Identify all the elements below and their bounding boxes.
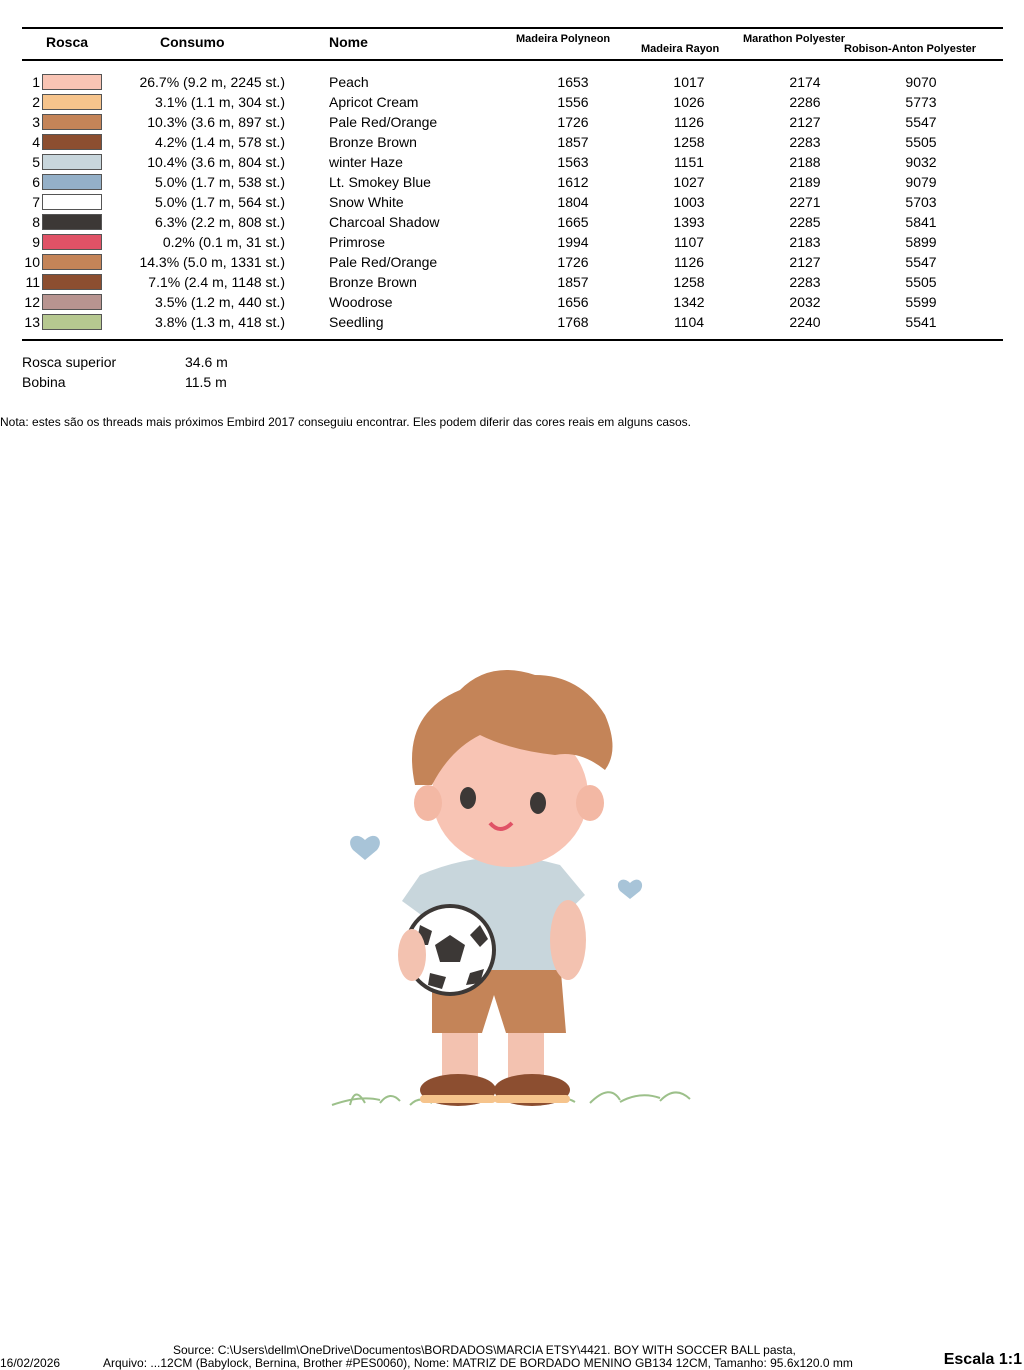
robison-anton-cell: 5773 (905, 94, 937, 110)
madeira-rayon-cell: 1027 (673, 174, 705, 190)
madeira-polyneon-cell: 1656 (557, 294, 589, 310)
table-row (0, 292, 1024, 312)
boy-left-hand (398, 929, 426, 981)
table-row (0, 92, 1024, 112)
thread-name: Apricot Cream (329, 94, 419, 110)
row-number: 10 (24, 254, 40, 270)
robison-anton-cell: 9032 (905, 154, 937, 170)
madeira-polyneon-cell: 1726 (557, 254, 589, 270)
madeira-rayon-cell: 1342 (673, 294, 705, 310)
header-top-rule (22, 27, 1003, 29)
madeira-polyneon-cell: 1857 (557, 274, 589, 290)
robison-anton-cell: 5899 (905, 234, 937, 250)
thread-name: Seedling (329, 314, 384, 330)
madeira-rayon-cell: 1151 (673, 154, 705, 170)
row-number: 5 (32, 154, 40, 170)
table-row (0, 252, 1024, 272)
consumo-cell: 5.0% (1.7 m, 538 st.) (155, 174, 285, 190)
madeira-rayon-cell: 1026 (673, 94, 705, 110)
boy-right-leg (508, 1025, 544, 1080)
robison-anton-cell: 5547 (905, 114, 937, 130)
boy-left-leg (442, 1025, 478, 1080)
marathon-cell: 2183 (789, 234, 821, 250)
madeira-rayon-cell: 1126 (673, 114, 705, 130)
table-row (0, 212, 1024, 232)
consumo-cell: 3.8% (1.3 m, 418 st.) (155, 314, 285, 330)
thread-name: Primrose (329, 234, 386, 250)
header-madeira-polyneon: Madeira Polyneon (516, 33, 611, 45)
row-number: 8 (32, 214, 40, 230)
footer-arquivo: Arquivo: ...12CM (Babylock, Bernina, Brother #PES0060), Nome: MATRIZ DE BORDADO MENINO GB134 12CM, Tamanho: 95.6x120.0 mm (103, 1356, 853, 1370)
madeira-polyneon-cell: 1653 (557, 74, 589, 90)
marathon-cell: 2283 (789, 134, 821, 150)
robison-anton-cell: 5505 (905, 274, 937, 290)
row-number: 11 (25, 274, 40, 290)
thread-note: Nota: estes são os threads mais próximos Embird 2017 conseguiu encontrar. Eles podem diferir das cores reais em alguns casos. (0, 415, 692, 429)
footer-scale: Escala 1:1 (943, 1351, 1022, 1368)
row-number: 2 (32, 94, 40, 110)
robison-anton-cell: 5541 (905, 314, 937, 330)
footer-source: Source: C:\Users\dellm\OneDrive\Documentos\BORDADOS\MARCIA ETSY\4421. BOY WITH SOCCER BALL pasta, (173, 1343, 796, 1357)
color-swatch (42, 74, 102, 90)
table-row (0, 272, 1024, 292)
madeira-polyneon-cell: 1857 (557, 134, 589, 150)
robison-anton-cell: 5505 (905, 134, 937, 150)
thread-name: Pale Red/Orange (329, 114, 438, 130)
row-number: 12 (24, 294, 40, 310)
madeira-polyneon-cell: 1665 (557, 214, 589, 230)
madeira-polyneon-cell: 1612 (557, 174, 589, 190)
color-swatch (42, 254, 102, 270)
marathon-cell: 2032 (789, 294, 821, 310)
table-row (0, 132, 1024, 152)
header-rosca: Rosca (46, 34, 89, 50)
table-row (0, 232, 1024, 252)
table-row (0, 72, 1024, 92)
madeira-polyneon-cell: 1994 (557, 234, 589, 250)
thread-name: winter Haze (329, 154, 403, 170)
header-marathon-polyester: Marathon Polyester (743, 33, 846, 45)
consumo-cell: 14.3% (5.0 m, 1331 st.) (139, 254, 285, 270)
marathon-cell: 2127 (789, 254, 821, 270)
embroidery-preview (320, 655, 710, 1125)
table-row (0, 172, 1024, 192)
madeira-polyneon-cell: 1556 (557, 94, 589, 110)
robison-anton-cell: 9070 (905, 74, 937, 90)
thread-name: Bronze Brown (329, 134, 417, 150)
color-swatch (42, 154, 102, 170)
marathon-cell: 2188 (789, 154, 821, 170)
thread-name: Lt. Smokey Blue (329, 174, 431, 190)
marathon-cell: 2283 (789, 274, 821, 290)
rosca-superior-label: Rosca superior (22, 354, 117, 370)
color-swatch (42, 114, 102, 130)
row-number: 6 (32, 174, 40, 190)
thread-name: Charcoal Shadow (329, 214, 440, 230)
consumo-cell: 4.2% (1.4 m, 578 st.) (155, 134, 285, 150)
madeira-polyneon-cell: 1804 (557, 194, 589, 210)
color-swatch (42, 234, 102, 250)
thread-name: Peach (329, 74, 369, 90)
color-swatch (42, 94, 102, 110)
color-swatch (42, 314, 102, 330)
madeira-rayon-cell: 1126 (673, 254, 705, 270)
table-row (0, 192, 1024, 212)
robison-anton-cell: 5599 (905, 294, 937, 310)
row-number: 7 (32, 194, 40, 210)
madeira-rayon-cell: 1393 (673, 214, 705, 230)
madeira-polyneon-cell: 1726 (557, 114, 589, 130)
table-bottom-rule (22, 339, 1003, 341)
marathon-cell: 2174 (789, 74, 821, 90)
marathon-cell: 2127 (789, 114, 821, 130)
table-row (0, 112, 1024, 132)
color-swatch (42, 214, 102, 230)
color-swatch (42, 134, 102, 150)
madeira-rayon-cell: 1258 (673, 134, 705, 150)
header-robison-anton: Robison-Anton Polyester (844, 43, 977, 55)
madeira-rayon-cell: 1017 (673, 74, 705, 90)
rosca-superior-value: 34.6 m (185, 354, 228, 370)
color-swatch (42, 174, 102, 190)
robison-anton-cell: 5841 (905, 214, 937, 230)
consumo-cell: 26.7% (9.2 m, 2245 st.) (139, 74, 285, 90)
madeira-rayon-cell: 1003 (673, 194, 705, 210)
madeira-polyneon-cell: 1768 (557, 314, 589, 330)
heart-icon (618, 880, 642, 899)
row-number: 3 (32, 114, 40, 130)
row-number: 4 (32, 134, 40, 150)
color-swatch (42, 294, 102, 310)
table-row (0, 152, 1024, 172)
color-swatch (42, 274, 102, 290)
boy-left-eye (460, 787, 476, 809)
thread-name: Pale Red/Orange (329, 254, 438, 270)
heart-icon (350, 836, 380, 860)
robison-anton-cell: 5703 (905, 194, 937, 210)
row-number: 13 (24, 314, 40, 330)
consumo-cell: 3.5% (1.2 m, 440 st.) (155, 294, 285, 310)
header-nome: Nome (329, 34, 368, 50)
consumo-cell: 10.4% (3.6 m, 804 st.) (147, 154, 285, 170)
thread-name: Snow White (329, 194, 404, 210)
consumo-cell: 6.3% (2.2 m, 808 st.) (155, 214, 285, 230)
consumo-cell: 7.1% (2.4 m, 1148 st.) (148, 274, 285, 290)
robison-anton-cell: 5547 (905, 254, 937, 270)
marathon-cell: 2189 (789, 174, 821, 190)
boy-right-eye (530, 792, 546, 814)
madeira-rayon-cell: 1104 (673, 314, 705, 330)
consumo-cell: 0.2% (0.1 m, 31 st.) (162, 234, 285, 250)
madeira-rayon-cell: 1258 (673, 274, 705, 290)
bobina-value: 11.5 m (185, 374, 227, 390)
marathon-cell: 2271 (789, 194, 821, 210)
table-row (0, 312, 1024, 332)
boy-right-arm (550, 900, 586, 980)
footer-date: 16/02/2026 (0, 1356, 61, 1370)
marathon-cell: 2240 (789, 314, 821, 330)
header-consumo: Consumo (160, 34, 225, 50)
thread-name: Bronze Brown (329, 274, 417, 290)
madeira-polyneon-cell: 1563 (557, 154, 589, 170)
thread-name: Woodrose (329, 294, 393, 310)
header-madeira-rayon: Madeira Rayon (641, 43, 720, 55)
row-number: 1 (32, 74, 40, 90)
marathon-cell: 2286 (789, 94, 821, 110)
madeira-rayon-cell: 1107 (673, 234, 705, 250)
consumo-cell: 3.1% (1.1 m, 304 st.) (155, 94, 285, 110)
robison-anton-cell: 9079 (905, 174, 937, 190)
row-number: 9 (32, 234, 40, 250)
bobina-label: Bobina (22, 374, 66, 390)
marathon-cell: 2285 (789, 214, 821, 230)
consumo-cell: 10.3% (3.6 m, 897 st.) (147, 114, 285, 130)
color-swatch (42, 194, 102, 210)
header-bottom-rule (22, 59, 1003, 61)
consumo-cell: 5.0% (1.7 m, 564 st.) (155, 194, 285, 210)
